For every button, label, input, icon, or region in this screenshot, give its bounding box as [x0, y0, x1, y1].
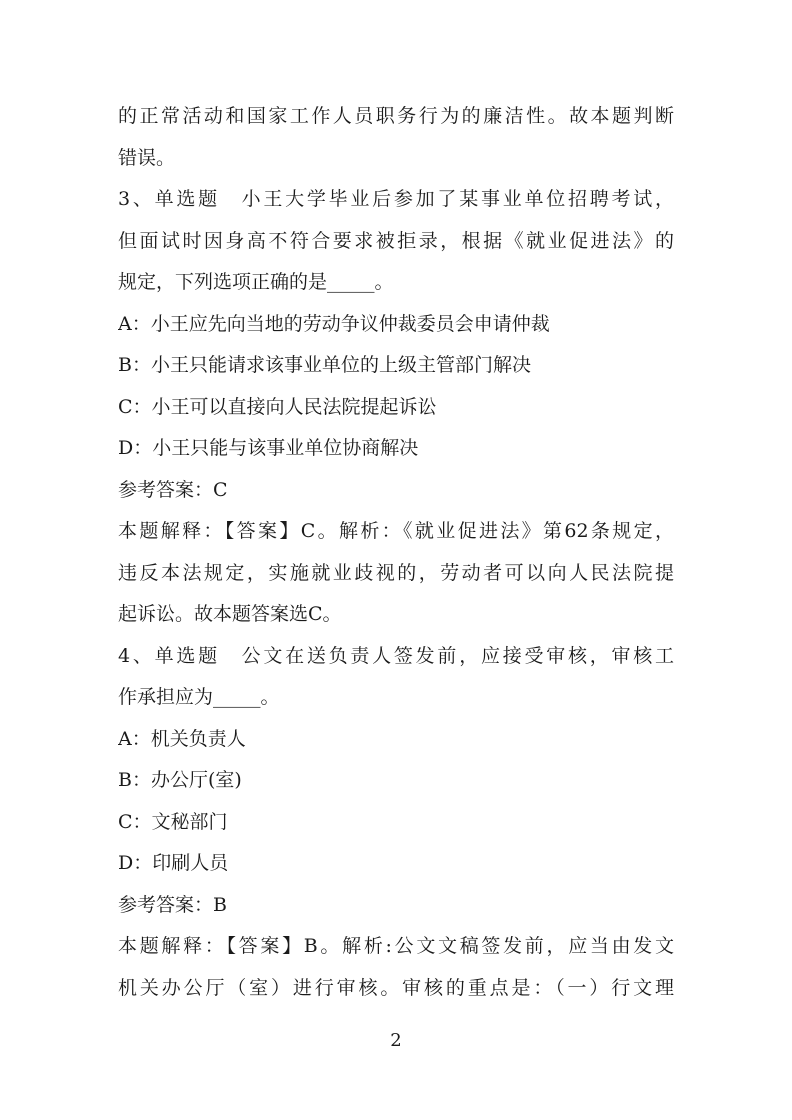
question-4-option-b: B：办公厅(室): [118, 769, 242, 791]
question-3-option-c: C：小王可以直接向人民法院提起诉讼: [118, 395, 437, 418]
question-3-line-1: 3、单选题 小王大学毕业后参加了某事业单位招聘考试，: [118, 188, 674, 210]
question-3-option-a: A：小王应先向当地的劳动争议仲裁委员会申请仲裁: [118, 312, 550, 335]
question-3-line-2: 但面试时因身高不符合要求被拒录，根据《就业促进法》的: [118, 229, 674, 252]
question-3-answer: 参考答案：C: [118, 478, 228, 501]
question-4-explanation-line-2: 机关办公厅（室）进行审核。审核的重点是：（一）行文理: [118, 976, 674, 999]
question-4-line-2: 作承担应为_____。: [118, 686, 280, 708]
question-4-line-1: 4、单选题 公文在送负责人签发前，应接受审核，审核工: [118, 644, 674, 667]
question-4-option-a: A：机关负责人: [118, 727, 246, 750]
question-4-option-c: C：文秘部门: [118, 810, 228, 833]
page-number: 2: [390, 1030, 402, 1051]
text-line-2: 错误。: [118, 146, 176, 169]
text-line-1: 的正常活动和国家工作人员职务行为的廉洁性。故本题判断: [118, 105, 674, 127]
question-4-answer: 参考答案：B: [118, 893, 227, 916]
question-3-line-3: 规定，下列选项正确的是_____。: [118, 271, 394, 293]
question-3-explanation-line-3: 起诉讼。故本题答案选C。: [118, 603, 342, 625]
question-3-explanation-line-1: 本题解释：【答案】C。解析：《就业促进法》第62条规定，: [118, 520, 674, 542]
document-body: [118, 96, 674, 1009]
question-4-option-d: D：印刷人员: [118, 852, 229, 874]
question-3-option-b: B：小王只能请求该事业单位的上级主管部门解决: [118, 354, 531, 376]
question-3-option-d: D：小王只能与该事业单位协商解决: [118, 437, 419, 459]
question-3-explanation-line-2: 违反本法规定，实施就业歧视的，劳动者可以向人民法院提: [118, 561, 674, 584]
question-4-explanation-line-1: 本题解释：【答案】B。解析:公文文稿签发前，应当由发文: [118, 935, 674, 957]
